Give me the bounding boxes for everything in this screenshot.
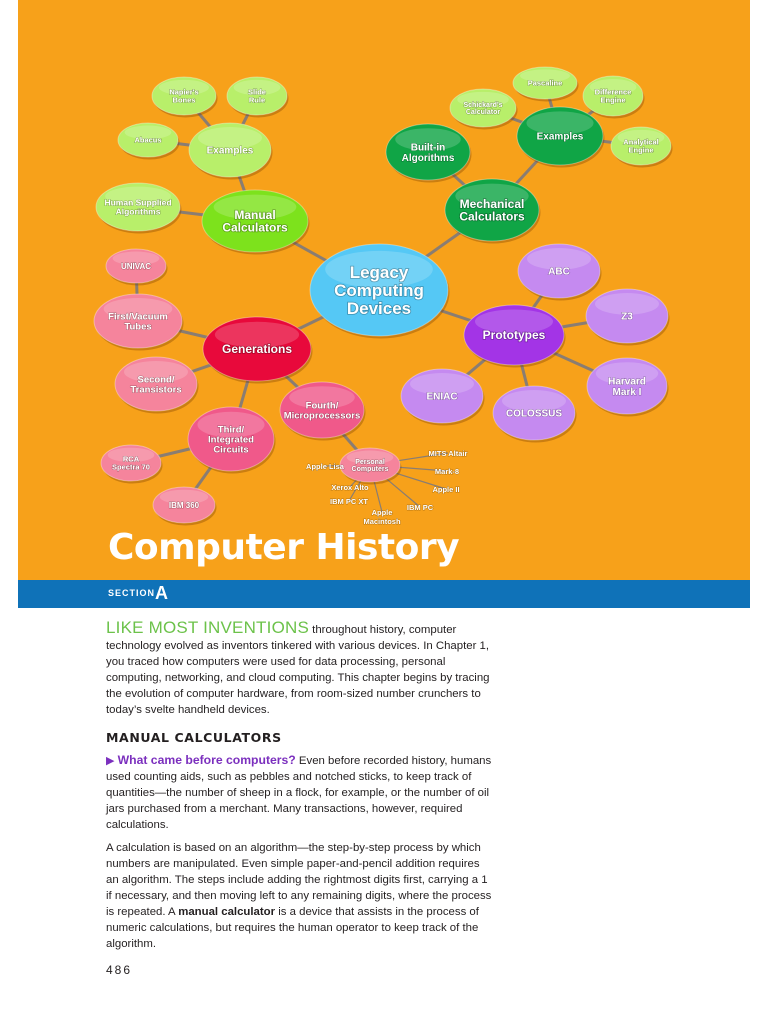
paragraph-2-text-after: is a device that assists in the process of numeric calculations, but requires the human operator to keep track of the algorithm. — [106, 906, 479, 950]
node-colossus — [493, 386, 577, 443]
concept-map-banner — [18, 0, 750, 580]
node-label: Harvard Mark I — [608, 376, 646, 398]
node-mechanical-examples — [517, 107, 605, 168]
node-pascaline — [513, 67, 579, 102]
node-manual-calculators — [202, 190, 310, 255]
node-univac — [106, 249, 168, 286]
node-harvard-mark-i — [587, 358, 669, 417]
node-center — [310, 244, 450, 339]
node-z3 — [586, 289, 670, 346]
node-label: Legacy Computing Devices — [334, 263, 424, 318]
node-abc — [518, 244, 602, 301]
triangle-bullet-icon: ▶ — [106, 755, 115, 767]
concept-map — [18, 0, 750, 580]
page-number: 486 — [106, 963, 133, 977]
node-label: IBM 360 — [168, 500, 200, 510]
section-heading: MANUAL CALCULATORS — [106, 730, 282, 745]
question-heading: What came before computers? — [117, 753, 296, 767]
leaf-label-mark-8: Mark-8 — [434, 467, 460, 476]
page-title: Computer History — [108, 527, 460, 568]
key-term: manual calculator — [178, 906, 276, 918]
node-ibm-360 — [153, 487, 217, 526]
node-label: Abacus — [134, 135, 162, 145]
node-label: Generations — [221, 342, 293, 357]
node-label: ENIAC — [426, 391, 458, 403]
node-prototypes — [464, 305, 566, 368]
node-label: Built-in Algorithms — [401, 142, 455, 164]
node-slide-rule — [227, 77, 289, 118]
node-label: Z3 — [621, 311, 633, 323]
paragraph-2-text-before: A calculation is based on an algorithm—the step-by-step process by which numbers are manipulated. Even simple paper-and-pencil addition requires an algorithm. The steps include adding the rightmost digits first, carrying a 1 if necessary, and then moving left to any remaining digits, where the process is repeated. A — [106, 842, 492, 918]
node-human-supplied-algorithms — [96, 183, 182, 234]
node-first-vacuum-tubes — [94, 294, 184, 351]
lead-in-text: LIKE MOST INVENTIONS — [106, 618, 310, 637]
node-label: Pascaline — [527, 78, 563, 88]
node-label: ABC — [548, 266, 570, 278]
leaf-label-ibm-pc-xt: IBM PC XT — [330, 497, 368, 506]
node-eniac — [401, 369, 485, 426]
node-label: Mechanical Calculators — [459, 196, 525, 224]
node-napiers-bones — [152, 77, 218, 118]
node-label: Personal Computers — [351, 458, 389, 474]
body-text — [106, 620, 494, 959]
node-label: UNIVAC — [120, 261, 152, 271]
node-label: Prototypes — [482, 328, 546, 343]
leaf-label-ibm-pc: IBM PC — [406, 503, 434, 512]
node-label: Fourth/ Microprocessors — [283, 400, 361, 422]
leaf-label-mits-altair: MITS Altair — [428, 449, 468, 458]
leaf-label-xerox-alto: Xerox Alto — [331, 483, 369, 492]
node-analytical-engine — [611, 127, 673, 168]
leaf-label-apple-macintosh: Apple Macintosh — [363, 508, 401, 526]
node-third-integrated-circuits — [188, 407, 276, 474]
node-manual-examples — [189, 123, 273, 180]
node-label: Examples — [206, 145, 254, 157]
node-rca-spectra-70 — [101, 445, 163, 484]
node-label: Second/ Transistors — [130, 374, 182, 396]
concept-map-nodes — [94, 67, 673, 526]
section-word: SECTION — [108, 588, 156, 598]
node-second-transistors — [115, 357, 199, 414]
section-letter: A — [155, 583, 168, 603]
node-label: First/Vacuum Tubes — [108, 311, 168, 333]
node-label: Napier's Bones — [169, 87, 199, 105]
node-label: COLOSSUS — [505, 408, 563, 420]
intro-paragraph — [106, 620, 494, 718]
paragraph-2 — [106, 840, 494, 952]
node-label: Third/ Integrated Circuits — [208, 424, 254, 456]
node-label: Manual Calculators — [222, 207, 288, 235]
intro-text: throughout history, computer technology evolved as inventors tinkered with various devices. In Chapter 1, you traced how computers were used for data processing, personal computing, networking, and cloud computing. This chapter begins by tracing the evolution of computer hardware, from room-sized number crunchers to today’s svelte handheld devices. — [106, 624, 490, 716]
node-label: Difference Engine — [594, 87, 632, 105]
node-generations — [203, 317, 313, 384]
node-label: Slide Rule — [248, 87, 266, 105]
node-abacus — [118, 123, 180, 160]
section-bar — [18, 580, 750, 608]
node-builtin-algorithms — [386, 124, 472, 183]
node-schickards-calculator — [450, 89, 518, 130]
paragraph-1-text: Even before recorded history, humans used counting aids, such as pebbles and notched sticks, to keep track of quantities—the number of sheep in a flock, for example, or the number of oil jars purchased from a merchant. Many transactions, however, required calculations. — [106, 755, 492, 831]
leaf-label-apple-ii: Apple II — [432, 485, 460, 494]
node-label: Analytical Engine — [623, 137, 659, 155]
leaf-label-apple-lisa: Apple Lisa — [306, 462, 344, 471]
node-label: Human Supplied Algorithms — [104, 197, 172, 217]
paragraph-1 — [106, 752, 494, 833]
node-label: Examples — [536, 131, 584, 143]
node-label: Schickard's Calculator — [463, 101, 503, 117]
node-fourth-microprocessors — [280, 382, 366, 441]
node-label: RCA Spectra 70 — [112, 454, 150, 472]
node-personal-computers — [340, 448, 402, 485]
